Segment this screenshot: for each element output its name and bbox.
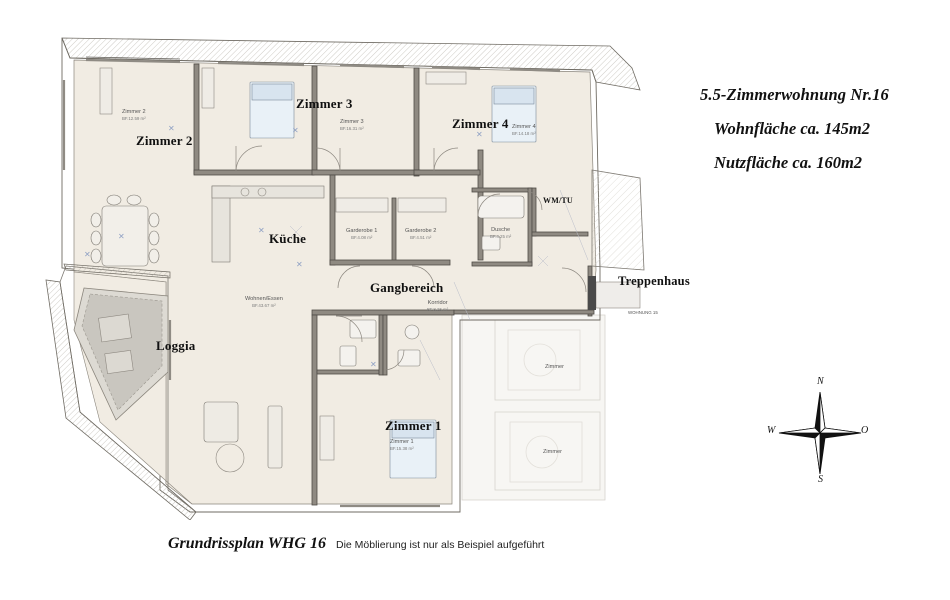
info-line-apartment-type: 5.5-Zimmerwohnung Nr.16 xyxy=(700,85,889,104)
marker-switch: ✕ xyxy=(370,360,377,369)
tech-label-neighbour-zimmer-lower: Zimmer xyxy=(543,449,562,455)
tech-label-garderobe-1: Garderobe 1 BF.4.08 m² xyxy=(346,228,378,241)
compass-label-east: O xyxy=(861,425,869,436)
plan-caption-note: Die Möblierung ist nur als Beispiel aufgeführt xyxy=(335,539,545,551)
marker-switch: ✕ xyxy=(296,260,303,269)
marker-switch: ✕ xyxy=(292,126,299,135)
room-label-treppenhaus: Treppenhaus xyxy=(618,274,690,288)
tech-label-wohnen-essen: Wohnen/Essen BF.43.67 m² xyxy=(245,296,283,309)
apartment-info-block xyxy=(700,85,940,187)
tech-label-neighbour-zimmer-upper: Zimmer xyxy=(545,364,564,370)
marker-switch: ✕ xyxy=(168,124,175,133)
room-label-gangbereich: Gangbereich xyxy=(370,280,444,295)
room-label-zimmer-3: Zimmer 3 xyxy=(296,96,353,111)
compass-label-west: W xyxy=(767,425,776,436)
compass-rose xyxy=(765,378,875,488)
tech-label-korridor: Korridor BF.8.25 m² xyxy=(427,300,449,313)
compass-label-north: N xyxy=(817,376,824,387)
tech-label-zimmer-1: Zimmer 1 BF.15.38 m² xyxy=(390,439,414,452)
marker-switch: ✕ xyxy=(118,232,125,241)
room-label-kueche: Küche xyxy=(269,231,307,246)
room-label-zimmer-1: Zimmer 1 xyxy=(385,418,442,433)
room-label-zimmer-2: Zimmer 2 xyxy=(136,133,193,148)
plan-caption xyxy=(168,535,544,553)
marker-switch: ✕ xyxy=(258,226,265,235)
plan-caption-title: Grundrissplan WHG 16 xyxy=(168,535,326,552)
room-label-wm-tu: WM/TU xyxy=(543,196,573,205)
room-label-loggia: Loggia xyxy=(156,338,196,353)
tech-label-dusche: Dusche BF.4.25 m² xyxy=(490,227,512,240)
room-label-zimmer-4: Zimmer 4 xyxy=(452,116,509,131)
compass-icon xyxy=(765,378,875,488)
tech-label-zimmer-2: Zimmer 2 BF.12.59 m² xyxy=(122,109,146,122)
tech-label-garderobe-2: Garderobe 2 BF.4.51 m² xyxy=(405,228,437,241)
info-line-usable-area: Nutzfläche ca. 160m2 xyxy=(714,153,863,172)
tech-label-zimmer-4: Zimmer 4 BF.14.18 m² xyxy=(512,124,536,137)
compass-label-south: S xyxy=(818,474,823,485)
marker-switch: ✕ xyxy=(476,130,483,139)
tech-label-wohnung-15: WOHNUNG 15 xyxy=(628,310,658,315)
info-line-living-area: Wohnfläche ca. 145m2 xyxy=(714,119,870,138)
marker-switch: ✕ xyxy=(84,250,91,259)
floor-plan-drawing xyxy=(40,20,680,520)
tech-label-zimmer-3: Zimmer 3 BF.16.31 m² xyxy=(340,119,364,132)
